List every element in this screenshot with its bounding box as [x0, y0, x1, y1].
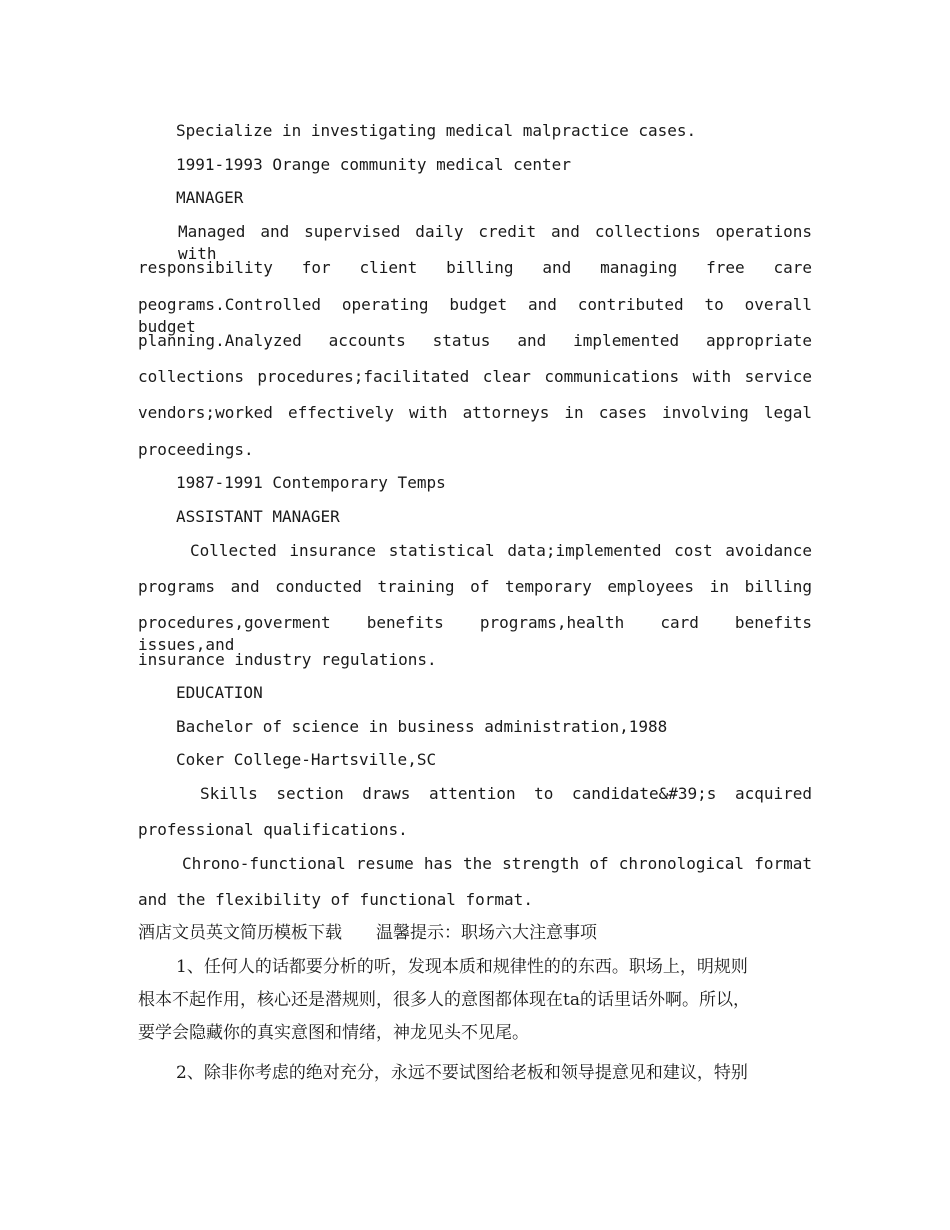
text-line: 1、任何人的话都要分析的听，发现本质和规律性的的东西。职场上，明规则: [176, 957, 748, 977]
text-line: responsibility for client billing and managing free care: [138, 258, 812, 277]
text-line: 要学会隐藏你的真实意图和情绪，神龙见头不见尾。: [138, 1023, 529, 1043]
text-line: collections procedures;facilitated clear communications with service: [138, 367, 812, 386]
text-line: Collected insurance statistical data;implemented cost avoidance: [190, 541, 812, 560]
text-line: procedures,goverment benefits programs,health card benefits issues,and: [138, 613, 812, 654]
text-line: Managed and supervised daily credit and collections operations with: [178, 222, 812, 263]
text-line: ASSISTANT MANAGER: [176, 507, 340, 526]
text-line: Chrono-functional resume has the strength of chronological format: [182, 854, 812, 873]
text-line: 1991-1993 Orange community medical center: [176, 155, 571, 174]
text-line: 2、除非你考虑的绝对充分，永远不要试图给老板和领导提意见和建议，特别: [176, 1063, 748, 1083]
text-line: planning.Analyzed accounts status and implemented appropriate: [138, 331, 812, 350]
text-line: Specialize in investigating medical malpractice cases.: [176, 121, 697, 140]
text-line: and the flexibility of functional format.: [138, 890, 533, 909]
article-title: 酒店文员英文简历模板下载 温馨提示：职场六大注意事项: [138, 923, 597, 943]
text-line: Coker College-Hartsville,SC: [176, 750, 437, 769]
text-line: Bachelor of science in business administration,1988: [176, 717, 668, 736]
text-line: MANAGER: [176, 188, 244, 207]
text-line: 根本不起作用，核心还是潜规则，很多人的意图都体现在ta的话里话外啊。所以，: [138, 990, 750, 1010]
text-line: peograms.Controlled operating budget and contributed to overall budget: [138, 295, 812, 336]
section-heading: EDUCATION: [176, 683, 263, 702]
text-line: Skills section draws attention to candidate&#39;s acquired: [200, 784, 812, 803]
text-line: vendors;worked effectively with attorneys in cases involving legal: [138, 403, 812, 422]
text-line: proceedings.: [138, 440, 254, 459]
text-line: insurance industry regulations.: [138, 650, 437, 669]
text-line: programs and conducted training of temporary employees in billing: [138, 577, 812, 596]
text-line: professional qualifications.: [138, 820, 408, 839]
text-line: 1987-1991 Contemporary Temps: [176, 473, 446, 492]
